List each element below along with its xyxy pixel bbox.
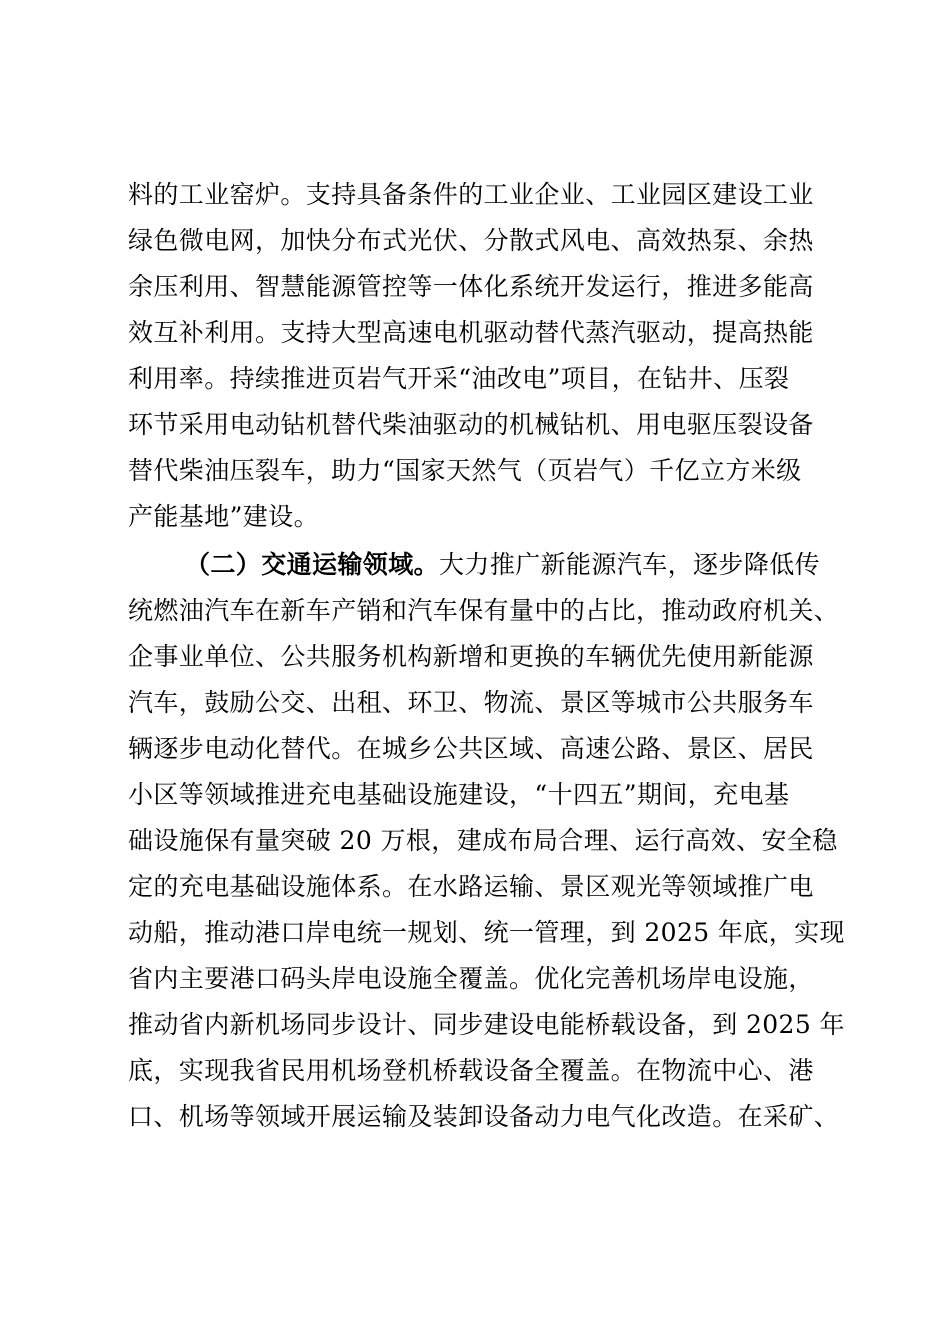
section-heading: （二）交通运输领域。 xyxy=(185,550,440,579)
paragraph-line: 省内主要港口码头岸电设施全覆盖。优化完善机场岸电设施， xyxy=(128,964,814,993)
paragraph-line: 小区等领域推进充电基础设施建设，“十四五”期间，充电基 xyxy=(128,780,790,809)
paragraph-text: 大力推广新能源汽车，逐步降低传 xyxy=(439,550,821,579)
paragraph-line: 替代柴油压裂车，助力“国家天然气（页岩气）千亿立方米级 xyxy=(128,456,802,485)
paragraph-line: 料的工业窑炉。支持具备条件的工业企业、工业园区建设工业 xyxy=(128,180,814,209)
paragraph-line: 统燃油汽车在新车产销和汽车保有量中的占比，推动政府机关、 xyxy=(128,596,840,625)
paragraph-first-line xyxy=(185,545,905,585)
paragraph-line: 口、机场等领域开展运输及装卸设备动力电气化改造。在采矿、 xyxy=(128,1102,840,1131)
paragraph-line: 底，实现我省民用机场登机桥载设备全覆盖。在物流中心、港 xyxy=(128,1056,814,1085)
paragraph-line: 产能基地”建设。 xyxy=(128,502,319,531)
paragraph-line: 利用率。持续推进页岩气开采“油改电”项目，在钻井、压裂 xyxy=(128,364,790,393)
paragraph-line: 汽车，鼓励公交、出租、环卫、物流、景区等城市公共服务车 xyxy=(128,688,814,717)
paragraph-line: 定的充电基础设施体系。在水路运输、景区观光等领域推广电 xyxy=(128,872,814,901)
paragraph-line: 础设施保有量突破 20 万根，建成布局合理、运行高效、安全稳 xyxy=(128,826,838,855)
paragraph-line: 动船，推动港口岸电统一规划、统一管理，到 2025 年底，实现 xyxy=(128,918,845,947)
paragraph-line: 推动省内新机场同步设计、同步建设电能桥载设备，到 2025 年 xyxy=(128,1010,845,1039)
paragraph-line: 辆逐步电动化替代。在城乡公共区域、高速公路、景区、居民 xyxy=(128,734,814,763)
paragraph-line: 环节采用电动钻机替代柴油驱动的机械钻机、用电驱压裂设备 xyxy=(128,410,814,439)
paragraph-line: 余压利用、智慧能源管控等一体化系统开发运行，推进多能高 xyxy=(128,272,814,301)
paragraph-line: 绿色微电网，加快分布式光伏、分散式风电、高效热泵、余热 xyxy=(128,226,814,255)
paragraph-line: 效互补利用。支持大型高速电机驱动替代蒸汽驱动，提高热能 xyxy=(128,318,814,347)
paragraph-line: 企事业单位、公共服务机构新增和更换的车辆优先使用新能源 xyxy=(128,642,814,671)
